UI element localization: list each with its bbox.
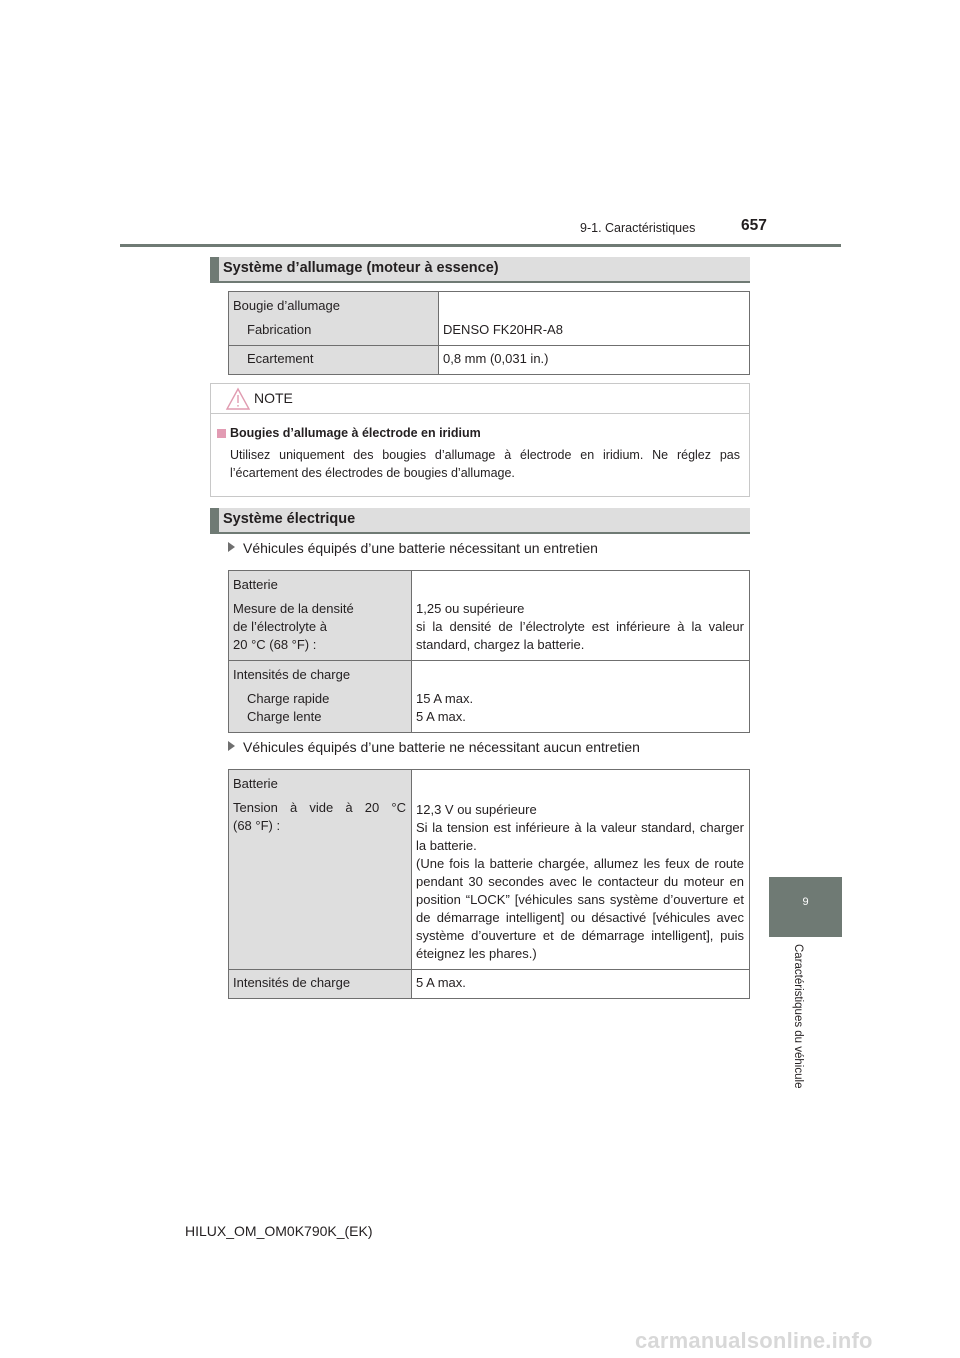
density-label bbox=[229, 600, 411, 660]
maintained-battery-table bbox=[228, 570, 750, 733]
fast-charge-label: Charge rapide bbox=[247, 691, 330, 706]
charge-group: Intensités de charge bbox=[233, 667, 351, 682]
voltage-value-line: 12,3 V ou supérieure bbox=[416, 802, 537, 817]
note-box bbox=[210, 383, 750, 497]
charge-values bbox=[412, 686, 749, 732]
note-bullet-icon bbox=[217, 429, 226, 438]
electrical-section-title: Système électrique bbox=[223, 511, 356, 527]
maintenance-free-battery-caption bbox=[228, 739, 640, 755]
gap-label-cell bbox=[229, 346, 439, 375]
charge-label: Intensités de charge bbox=[233, 975, 351, 990]
caption-text: Véhicules équipés d’une batterie nécessitant un entretien bbox=[243, 540, 598, 556]
manufacturer-value: DENSO FK20HR-A8 bbox=[443, 322, 563, 337]
battery-group: Batterie bbox=[233, 776, 278, 791]
charge-value: 5 A max. bbox=[416, 975, 466, 990]
triangle-bullet-icon bbox=[228, 741, 235, 751]
electrical-section-header bbox=[210, 508, 750, 534]
spark-plug-group: Bougie d’allumage bbox=[233, 298, 340, 313]
watermark-text: carmanualsonline.info bbox=[635, 1328, 873, 1353]
note-header bbox=[211, 384, 749, 414]
density-label-line: 20 °C (68 °F) : bbox=[233, 637, 317, 652]
voltage-label-line: Tension à vide à 20 °C bbox=[233, 800, 406, 815]
voltage-value-line: (Une fois la batterie chargée, allumez les feux de route pendant 30 secondes avec le contacteur du moteur en position “LOCK” [véhicules sans système d’ouverture et de démarrage intelligent] ou désactivé [véhicules avec système d’ouverture et de démarrage intelligent], puis éteignez les phares.) bbox=[416, 856, 744, 961]
voltage-label bbox=[229, 799, 411, 841]
charge-label-cell bbox=[229, 970, 412, 999]
manufacturer-value-cell bbox=[439, 292, 750, 346]
slow-charge-label: Charge lente bbox=[247, 709, 322, 724]
chapter-title: 9-1. Caractéristiques bbox=[580, 221, 696, 235]
density-value-line: 1,25 ou supérieure bbox=[416, 601, 525, 616]
gap-value: 0,8 mm (0,031 in.) bbox=[443, 351, 549, 366]
density-value-line: si la densité de l’électrolyte est inférieure à la valeur standard, chargez la batterie. bbox=[416, 619, 744, 652]
table-row bbox=[229, 571, 750, 661]
document-id: HILUX_OM_OM0K790K_(EK) bbox=[185, 1223, 373, 1239]
charge-value-cell bbox=[412, 970, 750, 999]
spark-plug-label-cell bbox=[229, 292, 439, 346]
maintenance-free-battery-table bbox=[228, 769, 750, 999]
ignition-section-header bbox=[210, 257, 750, 283]
side-label-vertical: Caractéristiques du véhicule bbox=[792, 944, 804, 1089]
density-value-cell bbox=[412, 571, 750, 661]
header-rule bbox=[120, 244, 841, 247]
voltage-label-cell bbox=[229, 770, 412, 970]
voltage-value-cell bbox=[412, 770, 750, 970]
triangle-bullet-icon bbox=[228, 542, 235, 552]
battery-group: Batterie bbox=[233, 577, 278, 592]
maintained-battery-caption bbox=[228, 540, 598, 556]
spark-plug-table bbox=[228, 291, 750, 375]
table-row bbox=[229, 661, 750, 733]
note-body: Utilisez uniquement des bougies d’allumage à électrode en iridium. Ne réglez pas l’écartement des électrodes de bougies d’allumage. bbox=[230, 448, 740, 480]
density-value bbox=[412, 596, 749, 660]
side-tab bbox=[769, 877, 842, 937]
voltage-value-line: Si la tension est inférieure à la valeur standard, charger la batterie. bbox=[416, 820, 744, 853]
fast-charge-value: 15 A max. bbox=[416, 691, 474, 706]
battery-label-cell bbox=[229, 571, 412, 661]
voltage-label-line: (68 °F) : bbox=[233, 818, 281, 833]
table-row bbox=[229, 770, 750, 970]
caption-text: Véhicules équipés d’une batterie ne nécessitant aucun entretien bbox=[243, 739, 640, 755]
warning-icon bbox=[225, 387, 251, 411]
charge-labels bbox=[229, 690, 411, 732]
manufacturer-label: Fabrication bbox=[247, 322, 312, 337]
table-row bbox=[229, 970, 750, 999]
note-heading: Bougies d’allumage à électrode en iridium bbox=[230, 426, 481, 440]
note-label: NOTE bbox=[254, 390, 293, 406]
density-label-line: Mesure de la densité bbox=[233, 601, 354, 616]
side-tab-number: 9 bbox=[802, 896, 809, 908]
page-number: 657 bbox=[741, 217, 767, 234]
slow-charge-value: 5 A max. bbox=[416, 709, 466, 724]
charge-value-cell bbox=[412, 661, 750, 733]
density-label-line: de l’électrolyte à bbox=[233, 619, 327, 634]
gap-label: Ecartement bbox=[247, 351, 314, 366]
ignition-section-title: Système d’allumage (moteur à essence) bbox=[223, 260, 499, 276]
table-row bbox=[229, 292, 750, 346]
charge-label-cell bbox=[229, 661, 412, 733]
table-row bbox=[229, 346, 750, 375]
gap-value-cell bbox=[439, 346, 750, 375]
voltage-value bbox=[412, 770, 749, 969]
